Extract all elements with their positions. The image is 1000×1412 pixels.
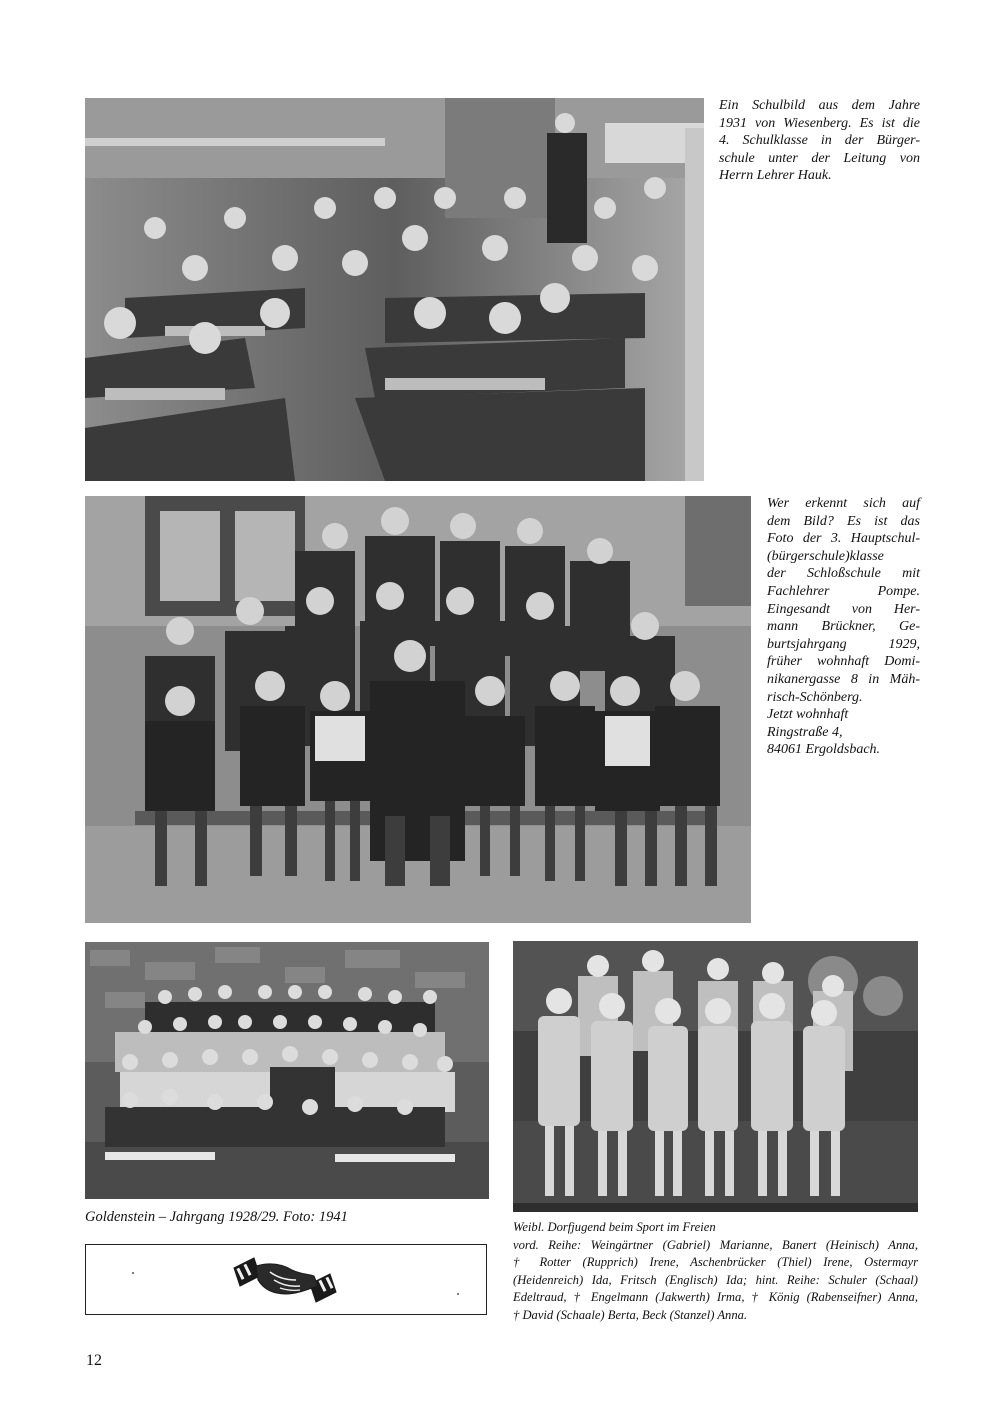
caption-line: Jetzt wohnhaft (767, 707, 849, 723)
classroom-caption (719, 97, 920, 185)
caption-line: † Rotter (Rupprich) Irene, Aschenbrücker (Thiel) Irene, Ostermayr (513, 1255, 918, 1270)
girls-sport-photo-illustration (513, 941, 918, 1212)
caption-title: Weibl. Dorfjugend beim Sport im Freien (513, 1220, 716, 1234)
caption-line: 1931 von Wiesenberg. Es ist die (719, 115, 920, 131)
caption-line: burtsjahrgang 1929, (767, 636, 920, 652)
caption-line: Foto der 3. Hauptschul- (767, 531, 920, 547)
goldenstein-caption: Goldenstein – Jahrgang 1928/29. Foto: 1941 (85, 1209, 348, 1225)
caption-line: Eingesandt von Her- (767, 601, 920, 617)
handshake-emblem-box (85, 1244, 487, 1315)
speck (457, 1293, 459, 1295)
schlossschule-photo (85, 496, 751, 923)
caption-line: Edeltraud, † Engelmann (Jakwerth) Irma, † König (Rabenseifner) Anna, (513, 1290, 918, 1305)
girls-sport-caption (513, 1219, 918, 1325)
caption-line: Ringstraße 4, (767, 724, 843, 740)
caption-line: Herrn Lehrer Hauk. (719, 168, 832, 184)
handshake-icon (230, 1250, 340, 1310)
caption-line: risch-Schönberg. (767, 689, 863, 705)
caption-line: dem Bild? Es ist das (767, 513, 920, 529)
caption-line: Ein Schulbild aus dem Jahre (719, 98, 920, 113)
caption-line: 84061 Ergoldsbach. (767, 742, 881, 758)
caption-line: † David (Schaale) Berta, Beck (Stanzel) Anna. (513, 1307, 748, 1322)
caption-line: der Schloßschule mit (767, 566, 920, 582)
schlossschule-caption (767, 495, 920, 759)
caption-line: Fachlehrer Pompe. (767, 583, 920, 599)
caption-line: schule unter der Leitung von (719, 150, 920, 166)
schlossschule-photo-illustration (85, 496, 751, 923)
caption-line: früher wohnhaft Domi- (767, 654, 920, 670)
caption-line: mann Brückner, Ge- (767, 619, 920, 635)
caption-line: vord. Reihe: Weingärtner (Gabriel) Marianne, Banert (Heinisch) Anna, (513, 1237, 918, 1252)
goldenstein-photo (85, 942, 489, 1199)
caption-line: Wer erkennt sich auf (767, 496, 920, 511)
caption-line: (bürgerschule)klasse (767, 548, 884, 564)
classroom-photo-illustration (85, 98, 704, 481)
speck (132, 1272, 134, 1274)
caption-line: 4. Schulklasse in der Bürger- (719, 133, 920, 149)
classroom-photo (85, 98, 704, 481)
caption-line: (Heidenreich) Ida, Fritsch (Englisch) Ida; hint. Reihe: Schuler (Schaal) (513, 1272, 918, 1287)
page-number: 12 (86, 1352, 102, 1369)
caption-line: nikanergasse 8 in Mäh- (767, 671, 920, 687)
girls-sport-photo (513, 941, 918, 1212)
goldenstein-photo-illustration (85, 942, 489, 1199)
